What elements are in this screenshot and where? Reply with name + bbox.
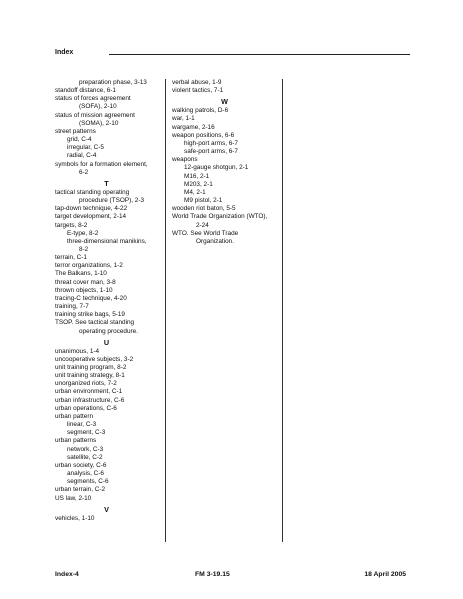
index-subentry: segments, C-6 — [67, 478, 109, 486]
index-subentry: 2-24 — [196, 221, 209, 229]
index-entry: WTO. See World Trade — [172, 229, 239, 237]
index-subentry: segment, C-3 — [67, 429, 106, 437]
index-entry: weapon positions, 6-6 — [172, 131, 235, 139]
index-entry: training strike bags, 5-19 — [55, 311, 125, 319]
index-entry: target development, 2-14 — [55, 213, 127, 221]
index-entry: urban society, C-6 — [55, 461, 107, 469]
footer-date: 18 April 2005 — [364, 571, 406, 578]
index-subentry: irregular, C-5 — [67, 144, 104, 152]
index-entry: status of mission agreement — [55, 111, 135, 119]
column-divider-right — [282, 79, 283, 542]
index-subentry: M4, 2-1 — [184, 188, 206, 196]
index-subentry: linear, C-3 — [67, 421, 97, 429]
index-entry: uncooperative subjects, 3-2 — [55, 355, 134, 363]
index-subentry: E-type, 8-2 — [67, 229, 99, 237]
index-entry: standoff distance, 6-1 — [55, 87, 116, 95]
index-column-left — [55, 79, 158, 523]
index-subentry: operating procedure. — [79, 327, 138, 335]
index-entry: unorganized riots, 7-2 — [55, 380, 117, 388]
index-subentry: Organization. — [196, 237, 235, 245]
index-entry: terrain, C-1 — [55, 254, 87, 262]
section-letter-t: T — [104, 178, 109, 188]
footer-page-number: Index-4 — [55, 571, 79, 578]
index-subentry: network, C-3 — [67, 445, 104, 453]
index-subentry: 12-gauge shotgun, 2-1 — [184, 164, 249, 172]
index-entry: targets, 8-2 — [55, 221, 88, 229]
index-entry: tracing-C technique, 4-20 — [55, 294, 127, 302]
index-entry: status of forces agreement — [55, 95, 131, 103]
index-entry: urban operations, C-6 — [55, 404, 117, 412]
index-entry: wargame, 2-16 — [172, 123, 215, 131]
index-entry: thrown objects, 1-10 — [55, 286, 113, 294]
column-divider-left — [165, 79, 166, 542]
index-entry: The Balkans, 1-10 — [55, 270, 107, 278]
index-subentry: satellite, C-2 — [67, 453, 103, 461]
index-subentry: high-port arms, 6-7 — [184, 139, 238, 147]
index-entry: walking patrols, D-6 — [172, 107, 229, 115]
index-entry: war, 1-1 — [172, 115, 195, 123]
index-subentry: M16, 2-1 — [184, 172, 210, 180]
index-entry: urban pattern — [55, 412, 94, 420]
index-entry: tactical standing operating — [55, 188, 130, 196]
index-entry: urban environment, C-1 — [55, 388, 123, 396]
section-letter-v: V — [104, 504, 109, 514]
index-entry: threat cover man, 3-8 — [55, 278, 116, 286]
index-subentry: 8-2 — [79, 245, 89, 253]
index-entry: TSOP. See tactical standing — [55, 319, 135, 327]
index-entry: weapons — [172, 156, 198, 164]
index-entry: unanimous, 1-4 — [55, 347, 100, 355]
header-rule — [109, 54, 410, 55]
index-subentry: procedure (TSOP), 2-3 — [79, 197, 144, 205]
index-subentry: M9 pistol, 2-1 — [184, 197, 223, 205]
index-entry: unit training program, 8-2 — [55, 364, 127, 371]
index-entry: street patterns — [55, 127, 96, 135]
index-subentry: 6-2 — [79, 168, 89, 176]
index-subentry: radial, C-4 — [67, 152, 97, 160]
index-entry: symbols for a formation element, — [55, 160, 148, 168]
index-entry: urban infrastructure, C-6 — [55, 396, 125, 404]
index-subentry: (SOMA), 2-10 — [79, 119, 119, 127]
index-subentry: grid, C-4 — [67, 136, 92, 144]
index-entry: World Trade Organization (WTO), — [172, 213, 268, 221]
index-subentry: (SOFA), 2-10 — [79, 103, 117, 111]
index-entry: urban terrain, C-2 — [55, 486, 106, 494]
index-subentry: M203, 2-1 — [184, 180, 213, 188]
page-header-title: Index — [55, 49, 74, 56]
index-column-middle — [172, 79, 277, 246]
index-entry: vehicles, 1-10 — [55, 514, 95, 522]
index-entry: wooden riot baton, 5-5 — [172, 205, 236, 213]
index-entry: urban patterns — [55, 437, 97, 445]
section-letter-w: W — [221, 97, 228, 107]
section-letter-u: U — [103, 337, 110, 347]
index-entry: tap-down technique, 4-22 — [55, 205, 128, 213]
footer-document-id: FM 3-19.15 — [195, 571, 230, 578]
index-entry: violent tactics, 7-1 — [172, 87, 224, 95]
index-subentry: analysis, C-6 — [67, 470, 104, 478]
index-entry: training, 7-7 — [55, 303, 89, 311]
index-entry: verbal abuse, 1-9 — [172, 79, 222, 86]
index-entry: unit training strategy, 8-1 — [55, 372, 125, 380]
index-entry: US law, 2-10 — [55, 494, 92, 502]
index-subentry: safe-port arms, 6-7 — [184, 148, 238, 156]
index-subentry: preparation phase, 3-13 — [79, 79, 147, 86]
index-entry: terror organizations, 1-2 — [55, 262, 123, 270]
index-subentry: three-dimensional manikins, — [67, 237, 147, 245]
